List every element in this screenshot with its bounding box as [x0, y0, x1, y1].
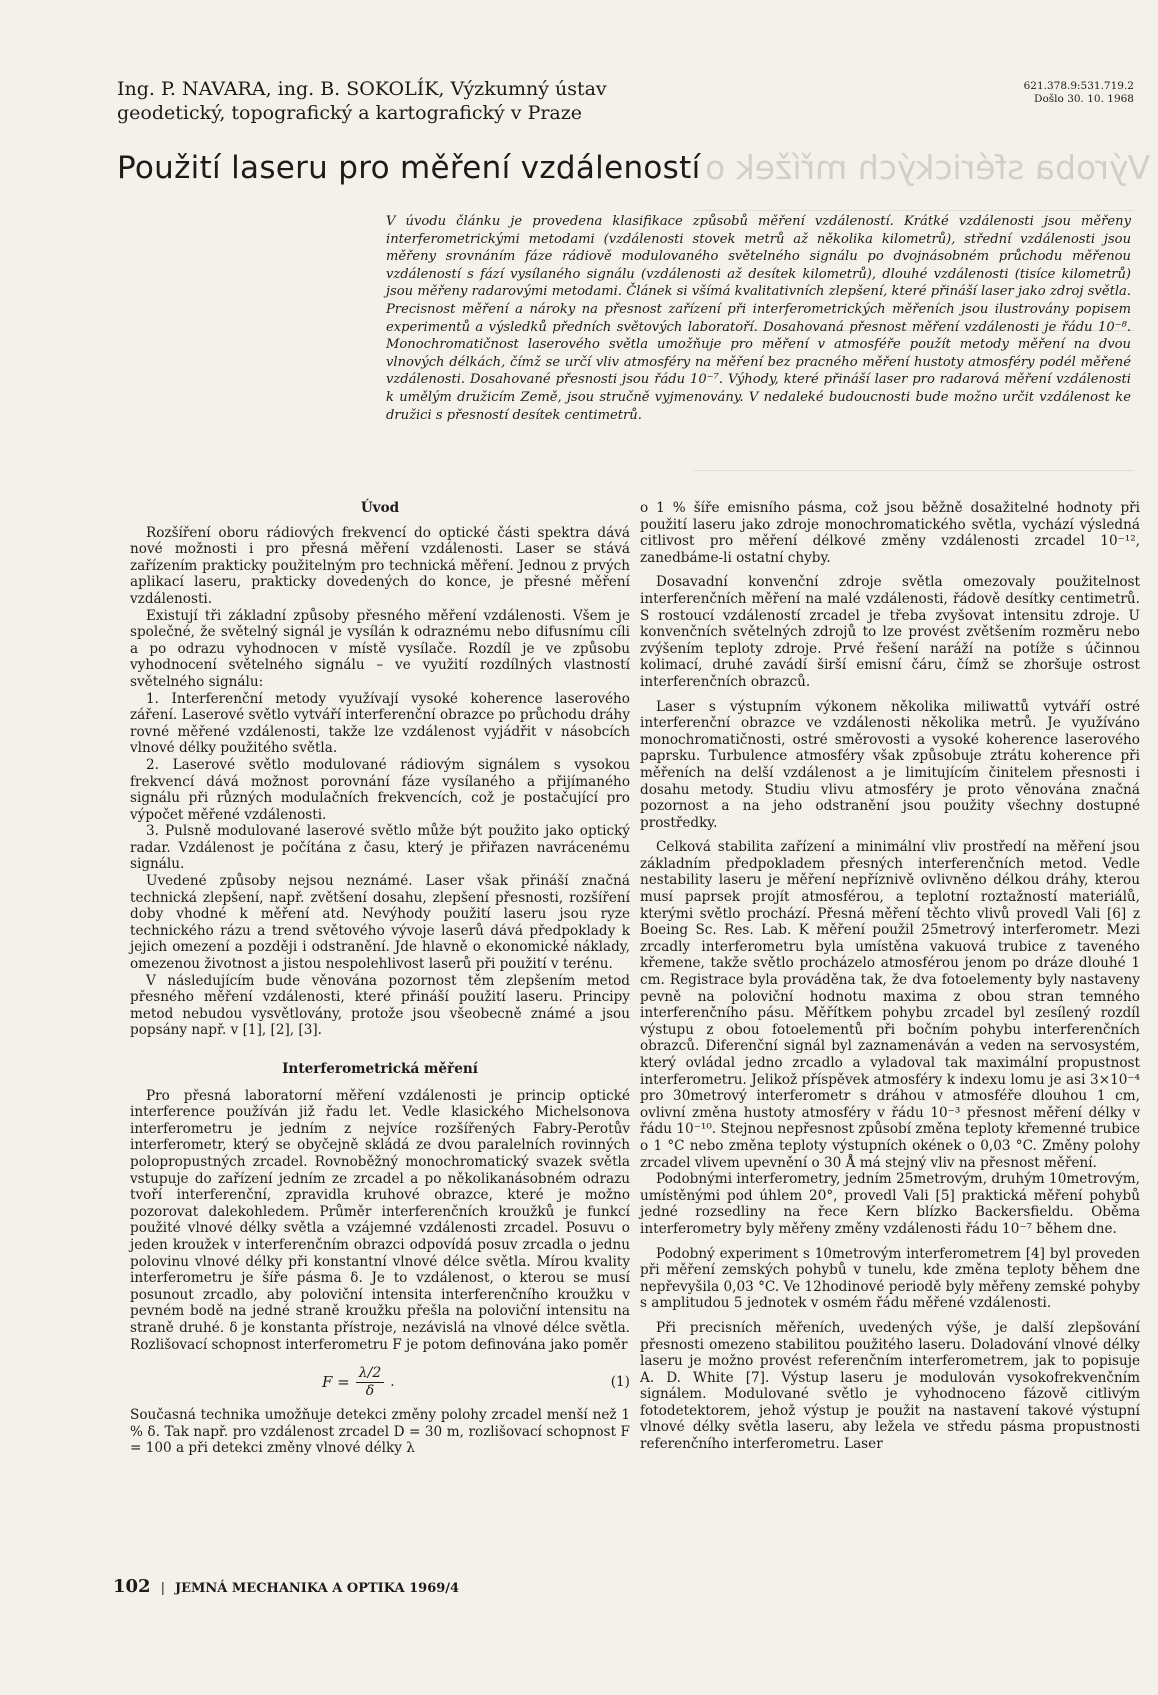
paragraph: Uvedené způsoby nejsou neznámé. Laser však přináší značná technická zlepšení, např. zvětšení dosahu, zlepšení přesnosti, rozšíření doby vhodné k měření atd. Nevýhody použití laseru jsou ryze technického rázu a trend světového vývoje laserů dává předpoklady k jejich omezení a později i odstranění. Jde hlavně o ekonomické náklady, omezenou životnost a jistou nespolehlivost laserů při použití v terénu. [130, 873, 630, 973]
paragraph: Při precisních měřeních, uvedených výše, je další zlepšování přesnosti omezeno stabilitou použitého laseru. Doladování vlnové délky laseru je možno provést referenčním interferometrem, jak to popisuje A. D. White [7]. Výstup laseru je modulován vysokofrekvenčním signálem. Modulované světlo je vyhodnoceno fázově citlivým fotodetektorem, jehož výstup je použit na nastavení takové výstupní vlnové délky světla laseru, aby ležela ve středu pásma propustnosti referenčního interferometru. Laser [640, 1319, 1140, 1453]
paragraph: Podobný experiment s 10metrovým interferometrem [4] byl proveden při měření zemských pohybů v tunelu, kde změna teploty během dne nepřevyšila 0,03 °C. Ve 12hodinové periodě byly měřeny zemské pohyby s amplitudou 5 jednotek v osmém řádu měřené vzdálenosti. [640, 1245, 1140, 1312]
journal-name: JEMNÁ MECHANIKA A OPTIKA 1969/4 [174, 1581, 460, 1596]
paragraph: 1. Interferenční metody využívají vysoké koherence laserového záření. Laserové světlo vytváří interferenční obrazce po průchodu dráhy rovné měřené vzdálenosti, takže lze vzdálenost vyjádřit v násobcích vlnové délky použitého světla. [130, 690, 630, 757]
paragraph: Celková stabilita zařízení a minimální vliv prostředí na měření jsou základním předpokladem přesných interferenčních metod. Vedle nestability laseru je měření nepříznivě ovlivněno délkou dráhy, kterou musí paprsek projít atmosférou, a teplotní roztažností materiálů, kterými světlo prochází. Přesná měření těchto vlivů provedl Vali [6] z Boeing Sc. Res. Lab. K měření použil 25metrový interferometr. Mezi zrcadly interferometru byla umístěna vakuová trubice z taveného křemene, takže světlo procházelo atmosférou jenom po dráze dlouhé 1 cm. Registrace byla prováděna tak, že dva fotoelementy byly nastaveny pevně na poloviční hodnotu maxima z obou stran temného interferenčního pásu. Měřítkem pohybu zrcadel byl zesílený rozdíl výstupu z obou fotoelementů při bočním pohybu interferenčních obrazců. Diferenční signál byl zaznamenáván a veden na servosystém, který ovládal jedno zrcadlo a vyladoval tak maximální propustnost interferometru. Jelikož příspěvek atmosféry k indexu lomu je asi 3×10⁻⁴ pro 30metrový interferometr s dráhou v atmosféře dlouhou 1 cm, ovlivní změna hustoty atmosféry v řádu 10⁻³ přesnost měření délky v řádu 10⁻¹⁰. Stejnou nepřesnost způsobí změna teploty křemenné trubice o 1 °C nebo změna teploty výstupních okének o 0,03 °C. Změny polohy zrcadel vlivem upevnění o 30 Å má stejný vliv na přesnost měření. [640, 839, 1140, 1171]
equation-fraction [356, 1365, 385, 1399]
udc-code: 621.378.9:531.719.2 [1023, 80, 1134, 92]
paragraph: Současná technika umožňuje detekci změny polohy zrcadel menší než 1 % δ. Tak např. pro vzdálenost zrcadel D = 30 m, rozlišovací schopnost F = 100 a při detekci změny vlnové délky λ [130, 1407, 630, 1457]
paragraph: Pro přesná laboratorní měření vzdálenosti je princip optické interference používán již řadu let. Vedle klasického Michelsonova interferometru je jedním z nejvíce rozšířených Fabry-Perotův interferometr, který se obyčejně skládá ze dvou paralelních rovinných polopropustných zrcadel. Rovnoběžný monochromatický svazek světla vstupuje do zařízení jedním ze zrcadel a po několikanásobném odrazu tvoří interferenční, zpravidla kruhové obrazce, které je možno pozorovat dalekohledem. Průměr interferenčních kroužků je funkcí použité vlnové délky světla a vzájemné vzdálenosti zrcadel. Posuvu o jeden kroužek v interferenčním obrazci odpovídá posuv zrcadla o jednu polovinu vlnové délky při konstantní vlnové délce světla. Mírou kvality interferometru je šíře pásma δ. Je to vzdálenost, o kterou se musí posunout zrcadlo, aby poloviční intensita interferenčního kroužku v pevném bodě na jedné straně kroužku přešla na poloviční intensitu na straně druhé. δ je konstanta přístroje, nezávislá na vlnové délce světla. Rozlišovací schopnost interferometru F je potom definována jako poměr [130, 1087, 630, 1353]
paragraph: Existují tři základní způsoby přesného měření vzdálenosti. Všem je společné, že světelný signál je vysílán k odraznému nebo difusnímu cíli a po odrazu vyhodnocen v místě vysílače. Rozdíl je ve způsobu vyhodnocení světelného signálu – ve využití rozdílných vlastností světelného signálu: [130, 607, 630, 690]
received-date: Došlo 30. 10. 1968 [1034, 93, 1134, 105]
left-column [130, 500, 630, 1457]
page-number: 102 [113, 1576, 151, 1597]
paragraph: Dosavadní konvenční zdroje světla omezovaly použitelnost interferenčních měření na malé vzdálenosti, řádově desítky centimetrů. S rostoucí vzdáleností zrcadel je třeba zvyšovat intensitu zdroje. U konvenčních světelných zdrojů to lze provést zvětšením rozměru nebo zvýšením teploty zdroje. Prvé řešení naráží na potíže s účinnou kolimací, druhé zavádí širší emisní čáru, čímž se zhoršuje ostrost interferenčních obrazců. [640, 574, 1140, 690]
footer-separator: | [160, 1581, 165, 1596]
equation-denominator: δ [365, 1382, 375, 1399]
page-footer [113, 1576, 459, 1597]
paragraph: V následujícím bude věnována pozornost těm zlepšením metod přesného měření vzdálenosti, které přináší použití laseru. Principy metod nebudou vysvětlovány, protože jsou všeobecně známé a jsou popsány např. v [1], [2], [3]. [130, 972, 630, 1039]
article-meta [894, 80, 1134, 106]
equation-lhs: F = [322, 1372, 350, 1391]
show-through-line [694, 470, 1134, 471]
paragraph: 3. Pulsně modulované laserové světlo může být použito jako optický radar. Vzdálenost je počítána z času, který je přiřazen navrácenému signálu. [130, 823, 630, 873]
equation-tail: . [390, 1373, 395, 1390]
equation-number: (1) [610, 1373, 630, 1390]
show-through-title: Výroba sférických mřížek o [704, 148, 1150, 187]
section-heading-interferometric: Interferometrická měření [282, 1061, 478, 1077]
paragraph: Rozšíření oboru rádiových frekvencí do optické části spektra dává nové možnosti i pro přesná měření vzdálenosti. Laser se stává zařízením prakticky použitelným pro technická měření. Jednou z prvých aplikací laseru, prakticky dovedených do konce, je přesné měření vzdálenosti. [130, 524, 630, 607]
paragraph: Podobnými interferometry, jedním 25metrovým, druhým 10metrovým, umístěnými pod úhlem 20°, provedl Vali [5] praktická měření pohybů jedné rozsedliny na řece Kern blízko Backersfieldu. Oběma interferometry byly měřeny změny vzdálenosti řádu 10⁻⁷ během dne. [640, 1171, 1140, 1237]
equation-1 [130, 1365, 630, 1399]
abstract: V úvodu článku je provedena klasifikace způsobů měření vzdáleností. Krátké vzdálenosti jsou měřeny interferometrickými metodami (vzdálenosti stovek metrů až několika kilometrů), střední vzdálenosti jsou měřeny srovnáním fáze rádiově modulovaného světelného signálu po dvojnásobném průchodu měřenou vzdáleností s fází vysílaného signálu (vzdálenosti až desítek kilometrů), dlouhé vzdálenosti (tisíce kilometrů) jsou měřeny radarovými metodami. Článek si všímá kvalitativních zlepšení, které přináší laser jako zdroj světla. Precisnost měření a nároky na přesnost zařízení při interferometrických měřeních jsou ilustrovány popisem experimentů a výsledků předních světových laboratoří. Dosahovaná přesnost měření vzdálenosti je řádu 10⁻⁸. Monochromatičnost laserového světla umožňuje pro měření v atmosféře použít metody měření na dvou vlnových délkách, čímž se určí vliv atmosféry na měření bez pracného měření hustoty atmosféry podél měřené vzdálenosti. Dosahované přesnosti jsou řádu 10⁻⁷. Výhody, které přináší laser pro radarová měření vzdálenosti k umělým družicím Země, jsou stručně vyjmenovány. V nedaleké budoucnosti bude možno určit vzdálenost ke družici s přesností desítek centimetrů. [386, 214, 1131, 423]
show-through-line [694, 210, 1134, 211]
paragraph: 2. Laserové světlo modulované rádiovým signálem s vysokou frekvencí dává možnost porovnání fáze vysílaného a přijímaného signálu při různých modulačních frekvencích, což je postačující pro výpočet měřené vzdálenosti. [130, 756, 630, 823]
equation-numerator: λ/2 [356, 1365, 385, 1383]
authors-affiliation: Ing. P. NAVARA, ing. B. SOKOLÍK, Výzkumný ústav geodetický, topografický a kartografický v Praze [117, 78, 607, 124]
paragraph: Laser s výstupním výkonem několika miliwattů vytváří ostré interferenční obrazce ve vzdálenosti několika metrů. Je využíváno monochromatičnosti, ostré směrovosti a vysoké koherence laserového paprsku. Turbulence atmosféry však způsobuje ztrátu koherence při měřeních na delší vzdálenost a je limitujícím činitelem přesnosti i dosahu metody. Studiu vlivu atmosféry je proto věnována značná pozornost a na jeho odstranění jsou použity všechny dostupné prostředky. [640, 698, 1140, 831]
section-heading-intro: Úvod [360, 500, 400, 516]
article-title: Použití laseru pro měření vzdáleností [117, 150, 701, 186]
paragraph: o 1 % šíře emisního pásma, což jsou běžně dosažitelné hodnoty při použití laseru jako zdroje monochromatického světla, vychází výsledná citlivost pro měření délkové změny vzdálenosti zrcadel 10⁻¹², zanedbáme-li ostatní chyby. [640, 500, 1140, 566]
right-column [640, 500, 1140, 1453]
